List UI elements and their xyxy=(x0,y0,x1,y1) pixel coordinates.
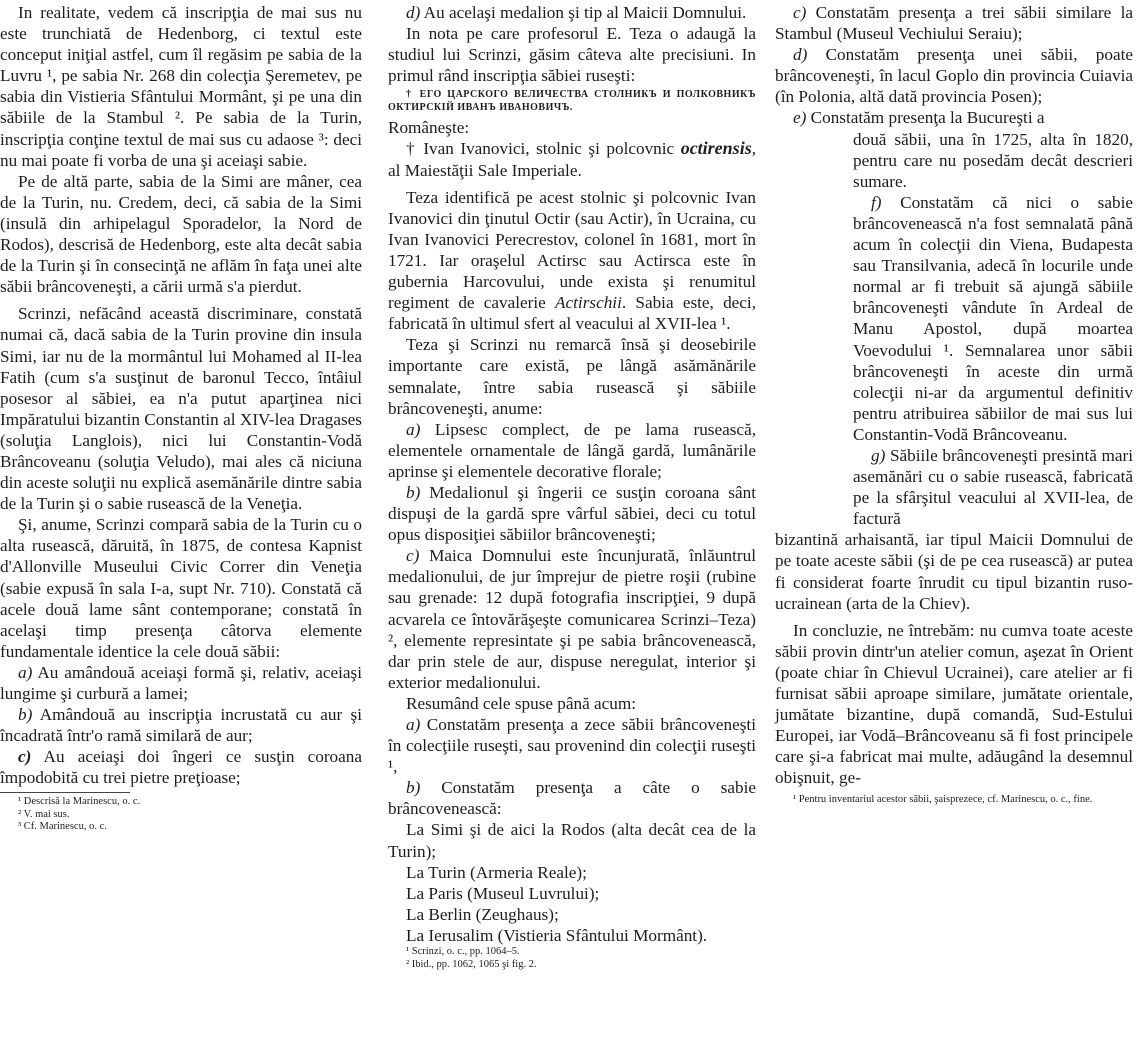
item-text: Constatăm presenţa a zece săbii brâncoveneşti în colecţiile ruseşti, sau provenind din colecţii ruseşti ¹, xyxy=(388,715,756,777)
location-item: La Simi şi de aici la Rodos (alta decât cea de la Turin); xyxy=(388,820,756,861)
item-text: Constatăm că nici o sabie brâncovenească n'a fost semnalată până acum în colecţii din Viena, Budapesta sau Transilvania, adecă în locurile unde normal ar fi trebuit să ajungă săbiile brâncoveneşti vândute în Ardeal de Manu Apostol, după moartea Voevodului ¹. Semnalarea unor săbii brâncoveneşti în aceste din urmă colecţii ni-ar da argumentul definitiv pentru atribuirea săbiilor de mai sus lui Constantin-Vodă Brâncoveanu. xyxy=(853,192,1133,444)
list-item xyxy=(775,445,1133,529)
list-item-continuation: bizantină arhaisantă, iar tipul Maicii Domnului de pe toate aceste săbii (şi de pe cea rusească) ar putea fi considerat foarte înrudit cu tipul bizantin ruso-ucrainean (arta de la Chiev). xyxy=(775,530,1133,613)
footnote: ¹ Descrisă la Marinescu, o. c. xyxy=(18,796,141,808)
slavonic-inscription: † ЕГО ЦАРСКОГО ВЕЛИЧЕСТВА СТОЛНИКЪ И ПОЛКОВНИКЪ ОКТИРСКІЙ ИВАНЪ ИВАНОВИЧЪ. xyxy=(388,89,756,114)
column-right xyxy=(775,2,1133,807)
item-label: a) xyxy=(406,715,421,734)
item-label: f) xyxy=(871,192,882,212)
location-item: La Ierusalim (Vistieria Sfântului Mormânt). xyxy=(406,925,708,945)
item-label: a) xyxy=(18,662,33,682)
column-left xyxy=(0,2,362,834)
list-item xyxy=(388,777,756,819)
item-text: Constatăm presenţa a câte o sabie brâncovenească: xyxy=(388,778,756,819)
list-item xyxy=(388,714,756,777)
list-item xyxy=(388,545,756,693)
footnote: ¹ Scrinzi, o. c., pp. 1064–5. xyxy=(406,946,520,958)
list-item xyxy=(388,2,756,23)
item-label: c) xyxy=(406,546,420,566)
list-item xyxy=(775,2,1133,44)
item-label: d) xyxy=(406,3,421,22)
paragraph: Resumând cele spuse până acum: xyxy=(406,693,637,713)
footnote: ² Ibid., pp. 1062, 1065 şi fig. 2. xyxy=(406,958,537,970)
item-label: d) xyxy=(793,45,808,65)
list-item-continuation: două săbii, una în 1725, alta în 1820, pentru care nu posedăm decât descrieri sumare. xyxy=(853,129,1133,191)
paragraph: Pe de altă parte, sabia de la Simi are mâner, cea de la Turin, nu. Credem, deci, că sabia de la Simi (insulă din arhipelagul Sporadelor, la Nord de Rodos), descrisă de Hedenborg, este alta decât sabia de la Turin şi în consecinţă ne aflăm în faţa unei alte săbii brâncoveneşti, a cării urmă s'a pierdut. xyxy=(0,171,362,297)
paragraph xyxy=(388,187,756,335)
list-item xyxy=(388,482,756,545)
paragraph-text: . Sabia este, deci, fabricată în ultimul sfert al veacului al XVII-lea ¹. xyxy=(388,293,756,334)
paragraph: In realitate, vedem că inscripţia de mai sus nu este trunchiată de Hedenborg, ci textul este conceput iniţial astfel, cum îl regăsim pe sabia de la Luvru ¹, pe sabia Nr. 268 din colecţia Şeremetev, pe sabia din Vistieria Sfântului Mormânt, şi pe una din săbiile de la Stambul ². Pe sabia de la Turin, inscripţia conţine textul de mai sus cu adaose ³: deci nu mai poate fi vorba de una şi aceiaşi sabie. xyxy=(0,3,362,170)
list-item xyxy=(388,419,756,482)
list-item xyxy=(775,44,1133,107)
paragraph: Scrinzi, nefăcând această discriminare, constată numai că, dacă sabia de la Turin provine din insula Simi, iar nu de la mormântul lui Mohamed al II-lea Fatih (cum s'a susţinut de baronul Tecco, întâiul posesor al săbiei, ea n'a putut aparţinea nici Impăratului bizantin Constantin al XIV-lea Dragases (soluţia Langlois), nici lui Constantin-Vodă Brâncoveanu (soluţia Veludo), mai ales că niciuna din aceste soluţii nu explică asemănările dintre sabia de la Turin şi o sabie rusească de la Veneţia. xyxy=(0,304,362,514)
paragraph-italic: Actirschii xyxy=(555,293,622,313)
item-label: b) xyxy=(406,778,421,798)
item-text: Lipsesc complect, de pe lama rusească, elementele ornamentale de lângă gardă, lumânările aprinse şi elementele decorative florale; xyxy=(388,419,756,481)
translation-text: , al Maiestăţii Sale Imperiale. xyxy=(388,139,756,180)
item-label: e) xyxy=(793,108,807,128)
paragraph: In nota pe care profesorul E. Teza o adaugă la studiul lui Scrinzi, găsim câteva alte precisiuni. In primul rând inscripţia săbiei ruseşti: xyxy=(388,24,756,86)
footnote: ² V. mai sus. xyxy=(18,808,70,820)
item-label: a) xyxy=(406,419,421,439)
paragraph: Şi, anume, Scrinzi compară sabia de la Turin cu o alta rusească, dăruită, în 1875, de contesa Kapnist d'Allonville Museului Civic Correr din Veneţia (sabie expusă în sala I-a, supt Nr. 710). Constată că acele două lame sânt contemporane; constată în acelaşi timp presenţa câtorva elemente fundamentale identice la cele două săbii: xyxy=(0,515,362,661)
item-text: Medalionul şi îngerii ce susţin coroana sânt dispuşi de la gardă spre vârful săbiei, deci cu totul opus disposiţiei săbiilor brâncoveneşti; xyxy=(388,482,756,545)
romaneste-label: Româneşte: xyxy=(388,118,470,138)
item-text: Maica Domnului este încunjurată, înlăuntrul medalionului, de jur împrejur de pietre roşii (rubine sau grenade: 12 după fotografia inscripţiei, 9 după acvarela ce întovărăşeşte comunicarea Scrinzi–Teza) ², elemente represintate şi pe sabia brâncovenească, dar prin stele de aur, dispuse neregulat, interior şi exterior medalionului. xyxy=(388,546,756,692)
item-label: g) xyxy=(871,445,886,465)
item-label: c) xyxy=(793,3,807,22)
translation-text: † Ivan Ivanovici, stolnic şi polcovnic xyxy=(406,139,681,159)
list-item xyxy=(0,662,362,704)
list-item xyxy=(0,704,362,746)
paragraph-text: Teza identifică pe acest stolnic şi polcovnic Ivan Ivanovici din ţinutul Octir (sau Actir), în Ucraina, cu Ivan Ivanovici Perecrestov, colonel în 1681, mort în 1721. Iar oraşelul Actirsc sau Actirsca este în gubernia Harcovului, unde exista şi renumitul regiment de cavalerie xyxy=(388,187,756,313)
item-text: Amândouă au inscripţia incrustată cu aur şi încadrată într'o ramă similară de aur; xyxy=(0,705,362,746)
item-text: Au acelaşi medalion şi tip al Maicii Domnului. xyxy=(420,3,747,22)
list-item xyxy=(0,746,362,788)
item-text: Au aceiaşi doi îngeri ce susţin coroana împodobită cu trei pietre preţioase; xyxy=(0,747,362,788)
translation-italic: octirensis xyxy=(680,138,752,159)
location-item: La Turin (Armeria Reale); xyxy=(406,862,587,882)
footnote: ³ Cf. Marinescu, o. c. xyxy=(18,821,107,833)
item-label: b) xyxy=(18,705,33,725)
item-text: Constatăm presenţa unei săbii, poate brâncoveneşti, în lacul Goplo din provincia Cuiavia (în Polonia, altă dată provincia Posen); xyxy=(775,45,1133,107)
location-item: La Paris (Museul Luvrului); xyxy=(406,883,600,903)
list-item xyxy=(775,192,1133,445)
paragraph: In concluzie, ne întrebăm: nu cumva toate aceste săbii provin dintr'un atelier comun, aşezat în Orient (poate chiar în Chievul Ucrainei), care atelier ar fi furnisat săbii aproape similare, jumătate orientale, jumătate bizantine, după comandă, Sud-Estului Europei, iar Vodă–Brâncoveanu să fi fost principele care şi-a fabricat mai multe, adăugând la desemnul obişnuit, ge- xyxy=(775,620,1133,788)
item-text: Săbiile brâncoveneşti presintă mari asemănări cu o sabie rusească, fabricată pe la sfârşitul veacului al XVII-lea, de factură xyxy=(853,445,1133,529)
item-text: Constatăm presenţa a trei săbii similare la Stambul (Museul Vechiului Seraiu); xyxy=(775,3,1133,44)
item-text: Constatăm presenţa la Bucureşti a xyxy=(806,108,1045,128)
item-label: b) xyxy=(406,482,421,502)
footnote: ¹ Pentru inventariul acestor săbii, şaisprezece, cf. Marinescu, o. c., fine. xyxy=(793,794,1093,806)
footnote-divider xyxy=(0,792,130,793)
translation xyxy=(388,138,756,180)
item-label: c) xyxy=(18,747,32,767)
paragraph: Teza şi Scrinzi nu remarcă însă şi deosebirile importante care există, pe lângă asămănările semnalate, între sabia rusească şi săbiile brâncoveneşti, anume: xyxy=(388,335,756,418)
location-item: La Berlin (Zeughaus); xyxy=(406,904,559,924)
column-middle xyxy=(388,2,756,971)
list-item xyxy=(775,107,1133,128)
item-text: Au amândouă aceiaşi formă şi, relativ, aceiaşi lungime şi curbură a lamei; xyxy=(0,662,362,703)
